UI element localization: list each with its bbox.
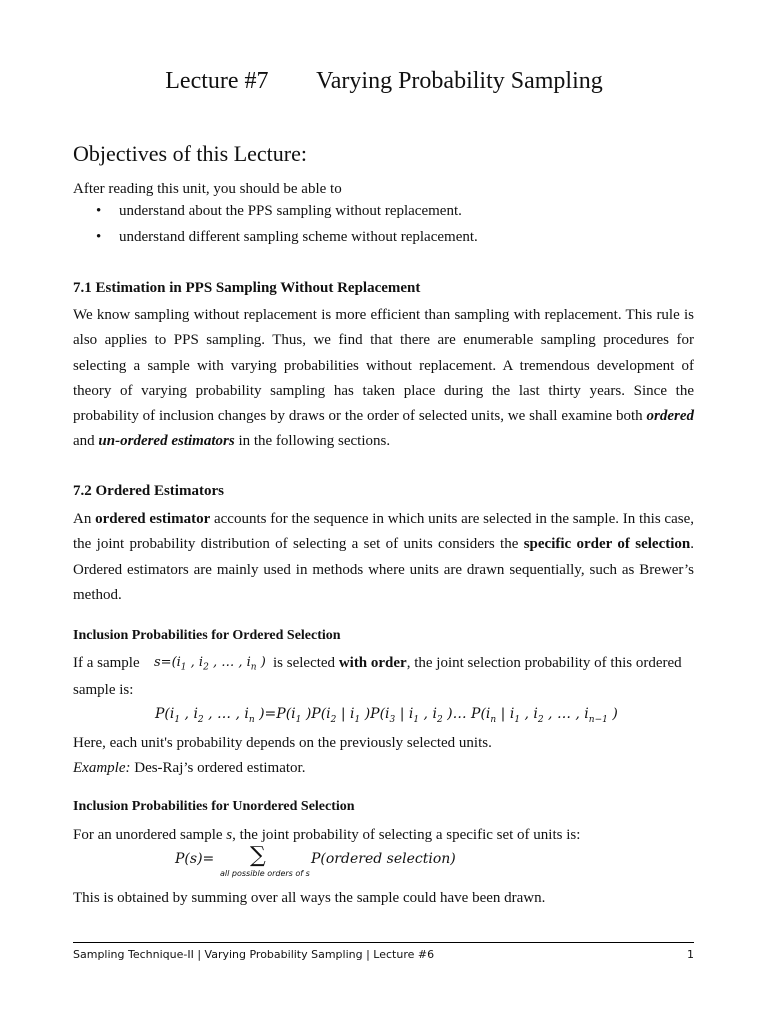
summation-index: all possible orders of s xyxy=(220,869,310,878)
objectives-heading: Objectives of this Lecture: xyxy=(73,141,307,166)
page-title: Lecture #7 Varying Probability Sampling xyxy=(165,68,603,94)
ordered-selection-line-end: is selected with order, the joint selection probability of this ordered xyxy=(273,655,682,671)
formula-rhs: P(ordered selection) xyxy=(311,851,456,867)
unordered-selection-line: For an unordered sample s, the joint probability of selecting a specific set of units is: xyxy=(73,827,581,843)
section-7-1-heading: 7.1 Estimation in PPS Sampling Without Replacement xyxy=(73,280,421,296)
footer-divider xyxy=(73,942,694,943)
objectives-intro: After reading this unit, you should be able to xyxy=(73,181,342,197)
ordered-selection-line2: sample is: xyxy=(73,682,134,698)
summation-symbol: ∑ xyxy=(250,843,266,868)
section-7-1-paragraph: We know sampling without replacement is more efficient than sampling with replacement. This rule is also applies to PPS sampling. Thus, we find that there are enumerable sampling procedures for selecting a sample with varying probabilities without replacement. A tremendous development of theory of varying probability sampling has taken place during the last thirty years. Since the probability of inclusion changes by draws or the order of selected units, we shall examine both ordered and un-ordered estimators in the following sections. xyxy=(73,307,694,450)
ordered-probability-formula: $P(i_1$ , $i_2$ , … , $i_n$ )$=P(i_1$ )$P(i_2$ | $i_1$ )$P(i_3$ | $i_1$ , $i_2$ )… $P(i_n$ | $i_1$ , $i_2$ , … , $i_{n-1}$ ) xyxy=(155,706,618,725)
bullet-marker: • xyxy=(96,229,102,245)
ordered-selection-line-start: If a sample xyxy=(73,655,140,671)
ordered-selection-heading: Inclusion Probabilities for Ordered Selection xyxy=(73,628,341,643)
ordered-selection-explanation: Here, each unit's probability depends on the previously selected units. xyxy=(73,735,492,751)
sample-set-formula: $s=(i_1$ , $i_2$ , … , $i_n$ ) xyxy=(154,655,266,673)
footer-text: Sampling Technique-II | Varying Probability Sampling | Lecture #6 xyxy=(73,948,435,961)
objective-item: understand different sampling scheme without replacement. xyxy=(119,229,478,245)
page-number: 1 xyxy=(687,948,694,961)
objective-item: understand about the PPS sampling without replacement. xyxy=(119,203,462,219)
section-7-2-heading: 7.2 Ordered Estimators xyxy=(73,483,224,499)
unordered-selection-heading: Inclusion Probabilities for Unordered Selection xyxy=(73,799,355,814)
page-footer xyxy=(73,948,694,961)
section-7-2-paragraph: An ordered estimator accounts for the sequence in which units are selected in the sample. In this case, the joint probability distribution of selecting a set of units considers the specific order of selection. Ordered estimators are mainly used in methods where units are drawn sequentially, such as Brewer’s method. xyxy=(73,511,694,603)
bullet-marker: • xyxy=(96,203,102,219)
formula-lhs: P(s)= xyxy=(175,851,215,867)
ordered-selection-example: Example: Des-Raj’s ordered estimator. xyxy=(73,760,306,776)
unordered-selection-explanation: This is obtained by summing over all ways the sample could have been drawn. xyxy=(73,890,546,906)
